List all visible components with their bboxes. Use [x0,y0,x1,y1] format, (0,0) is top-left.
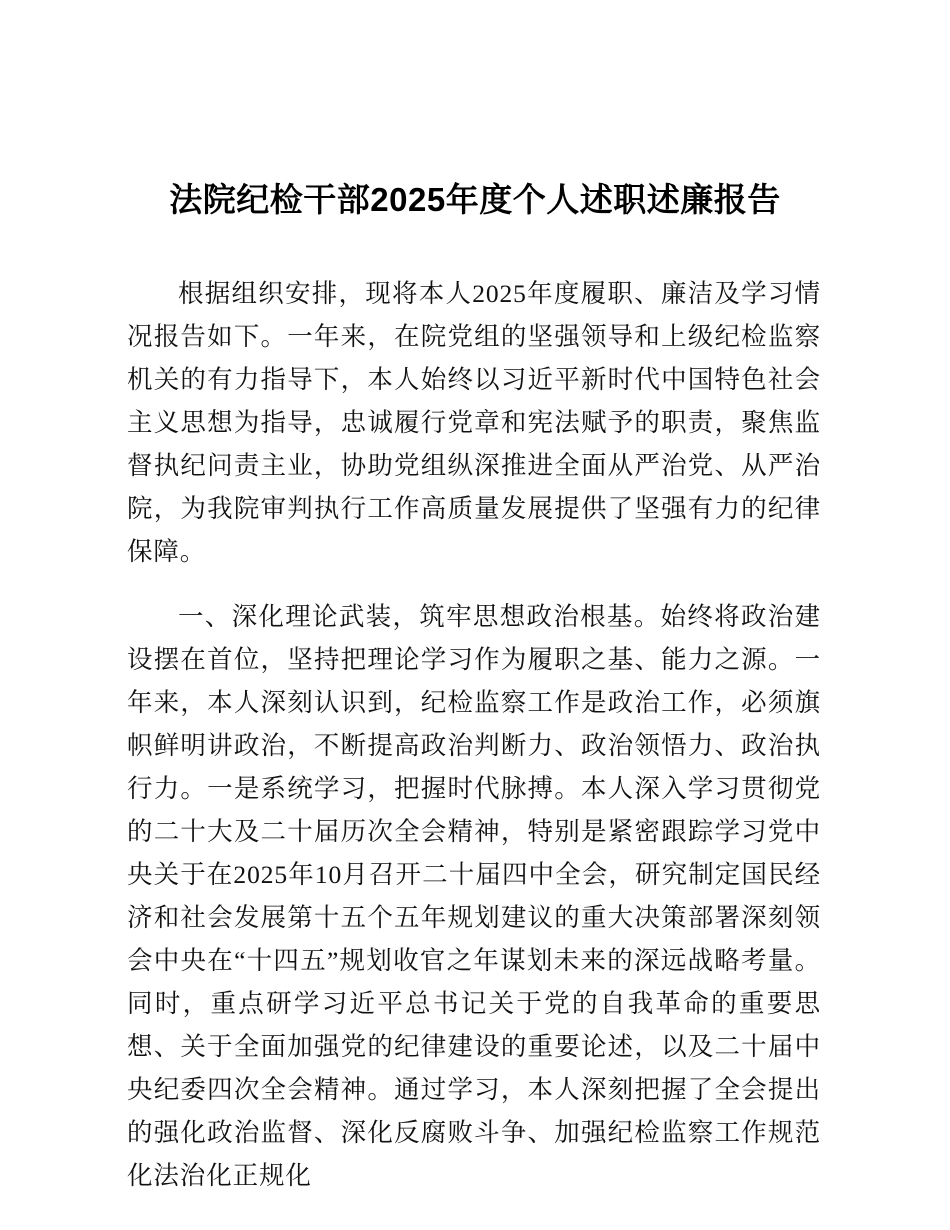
paragraph-intro: 根据组织安排，现将本人2025年度履职、廉洁及学习情况报告如下。一年来，在院党组的坚强领导和上级纪检监察机关的有力指导下，本人始终以习近平新时代中国特色社会主义思想为指导，忠诚履行党章和宪法赋予的职责，聚焦监督执纪问责主业，协助党组纵深推进全面从严治党、从严治院，为我院审判执行工作高质量发展提供了坚强有力的纪律保障。 [127,279,821,566]
document-body [127,272,821,1197]
page-title: 法院纪检干部2025年度个人述职述廉报告 [169,181,781,219]
paragraph-section-one: 一、深化理论武装，筑牢思想政治根基。始终将政治建设摆在首位，坚持把理论学习作为履职之基、能力之源。一年来，本人深刻认识到，纪检监察工作是政治工作，必须旗帜鲜明讲政治，不断提高政治判断力、政治领悟力、政治执行力。一是系统学习，把握时代脉搏。本人深入学习贯彻党的二十大及二十届历次全会精神，特别是紧密跟踪学习党中央关于在2025年10月召开二十届四中全会，研究制定国民经济和社会发展第十五个五年规划建议的重大决策部署深刻领会中央在“十四五”规划收官之年谋划未来的深远战略考量。同时，重点研学习近平总书记关于党的自我革命的重要思想、关于全面加强党的纪律建设的重要论述，以及二十届中央纪委四次全会精神。通过学习，本人深刻把握了全会提出的强化政治监督、深化反腐败斗争、加强纪检监察工作规范化法治化正规化 [127,602,821,1190]
